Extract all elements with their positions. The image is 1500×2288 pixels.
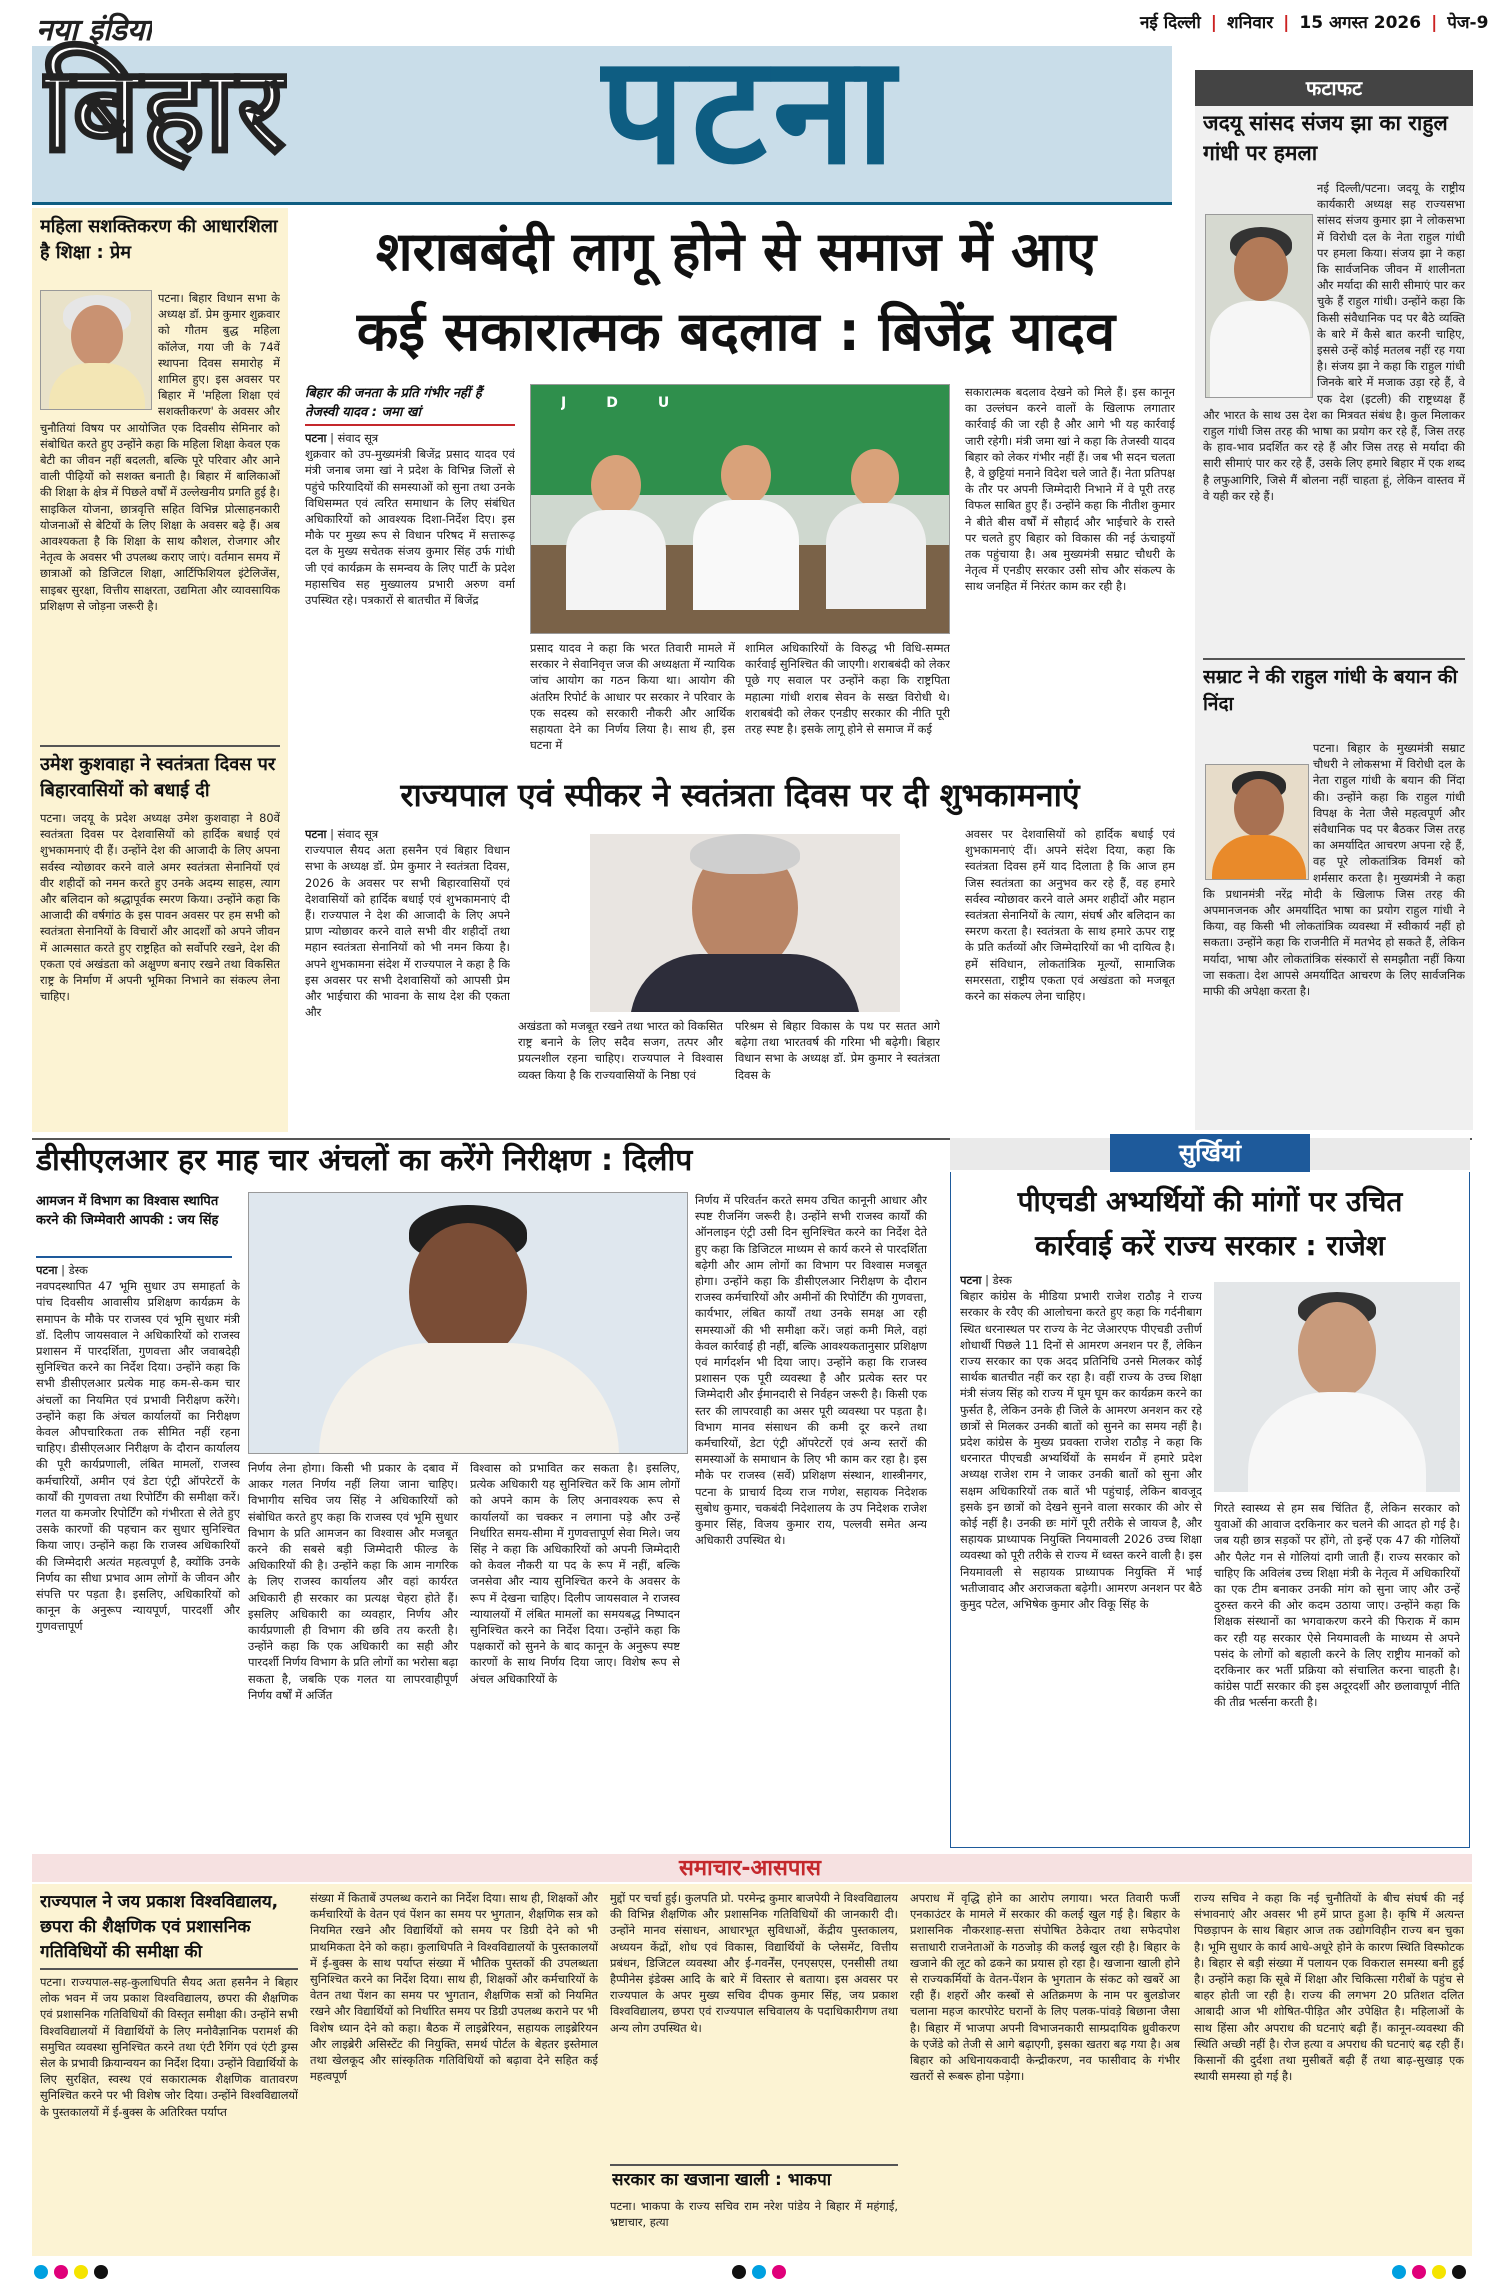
surkhiyan-col1: पटना | डेस्क बिहार कांग्रेस के मीडिया प्रभारी राजेश राठौड़ ने राज्य सरकार के रवैए की आलोचना करते हुए कहा कि गर्दनीबाग स्थित धरनास्थल पर राज्य के नेट जेआरएफ पीएचडी उत्तीर्ण शोधार्थी पिछले 11 दिनों से आमरण अनशन पर हैं, लेकिन राज्य सरकार का एक अदद प्रतिनिधि उनसे मिलकर कोई सार्थक बातचीत नहीं कर रहा है। वहीं राज्य के उच्च शिक्षा मंत्री संजय सिंह को राज्य में घूम घूम कर कार्यक्रम करने का फुर्सत है, लेकिन उनके ही जिले के आमरण अनशन कर रहे छात्रों से मिलकर उनकी बातों को सुनने का समय नहीं है। प्रदेश कांग्रेस के मुख्य प्रवक्ता राजेश राठौड़ ने कहा कि धरनारत पीएचडी अभ्यर्थियों के समर्थन में हमारे प्रदेश अध्यक्ष राजेश राम ने जाकर उनकी बातों को सुना और सक्षम अधिकारियों तक बातें भी पहुंचाई, लेकिन बावजूद इसके इन छात्रों को देखने सुनने वाला सरकार की ओर से कोई नहीं है। उनकी छः मांगें पूरी तरीके से जायज है, और सहायक प्राध्यापक नियुक्ति नियमावली 2026 उच्च शिक्षा व्यवस्था को पूरी तरीके से राज्य में ध्वस्त करने वाली है। इस नियमावली से सहायक प्राध्यापक नियुक्ति में भाई भतीजावाद और अराजकता बढ़ेगी। आमरण अनशन पर बैठे कुमुद पटेल, अभिषेक कुमार और विकू सिंह के: [960, 1273, 1202, 1612]
dateline: नई दिल्ली | शनिवार | 15 अगस्त 2026 | पेज-9: [1140, 13, 1489, 33]
issue-date: 15 अगस्त 2026: [1299, 13, 1422, 33]
backdrop-text: JDU: [561, 395, 710, 411]
person3-kurta: [826, 503, 926, 609]
photo-wrap-space: [1203, 180, 1317, 402]
lead-col1-text: शुक्रवार को उप-मुख्यमंत्री बिजेंद्र प्रसाद यादव एवं मंत्री जनाब जमा खां ने प्रदेश के विभिन्न जिलों से पहुंचे फरियादियों की समस्याओं को सुना तथा उनके विधिसम्मत एवं त्वरित समाधान के लिए संबंधित अधिकारियों को आवश्यक दिशा-निर्देश दिए। इस मौके पर मुख्य रूप से विधान परिषद में सत्तारूढ़ दल के मुख्य सचेतक संजय कुमार सिंह उर्फ गांधी जी एवं कार्यक्रम के समन्वय के लिए पार्टी के प्रदेश महासचिव सह मुख्यालय प्रभारी अरुण वर्मा उपस्थित रहे। पत्रकारों से बातचीत में बिजेंद्र: [305, 447, 515, 608]
lead-photo: [530, 384, 950, 634]
lead-headline-line1: शराबबंदी लागू होने से समाज में आए: [375, 220, 1097, 283]
dclr-col4: निर्णय में परिवर्तन करते समय उचित कानूनी आधार और स्पष्ट रीजनिंग जरूरी है। उन्होंने सभी राजस्व कार्यों की ऑनलाइन एंट्री उसी दिन सुनिश्चित करने का निर्देश देते हुए कहा कि डिजिटल माध्यम से कार्य करने से पारदर्शिता बढ़ेगी और आम लोगों का विभाग पर विश्वास मजबूत होगा। उन्होंने कहा कि डीसीएलआर निरीक्षण के दौरान राजस्व कर्मचारियों और अमीनों की रिपोर्टिंग की गुणवत्ता, कार्यभार, लंबित कार्यों तथा उनके समक्ष आ रही समस्याओं की भी समीक्षा करें। जहां कमी मिले, वहां केवल कार्रवाई ही नहीं, बल्कि आवश्यकतानुसार प्रशिक्षण एवं मार्गदर्शन भी दिया जाए। उन्होंने कहा कि राजस्व प्रशासन एक पूरी व्यवस्था है और प्रत्येक स्तर पर जिम्मेदारी और ईमानदारी से निर्वहन जरूरी है। किसी एक स्तर की लापरवाही का असर पूरी व्यवस्था पर पड़ता है। विभाग मानव संसाधन की कमी दूर करने तथा कर्मचारियों, डेटा एंट्री ऑपरेटरों एवं अन्य स्तरों की समस्याओं के समाधान के लिए भी काम कर रहा है। इस मौके पर राजस्व (सर्वे) प्रशिक्षण संस्थान, शास्त्रीनगर, पटना के प्राचार्य दिव्य राज गणेश, सहायक निदेशक सुबोध कुमार, चकबंदी निदेशालय के उप निदेशक राजेश कुमार सिंह, विजय कुमार राय, पल्लवी समेत अन्य अधिकारी उपस्थित थे।: [695, 1193, 927, 1548]
dclr-col2: निर्णय लेना होगा। किसी भी प्रकार के दबाव में आकर गलत निर्णय नहीं लिया जाना चाहिए। विभागीय सचिव जय सिंह ने अधिकारियों को संबोधित करते हुए कहा कि राजस्व एवं भूमि सुधार विभाग के प्रति आमजन का विश्वास और मजबूत करने की सबसे बड़ी जिम्मेदारी फील्ड के अधिकारियों की है। उन्होंने कहा कि आम नागरिक के लिए राजस्व कार्यालय और वहां कार्यरत अधिकारी ही सरकार का प्रत्यक्ष चेहरा होते हैं। इसलिए अधिकारी का व्यवहार, निर्णय और कार्यप्रणाली ही विभाग की छवि तय करती है। उन्होंने कहा कि एक अधिकारी का सही और पारदर्शी निर्णय विभाग के प्रति लोगों का भरोसा बढ़ा सकता है, जबकि एक गलत या लापरवाहीपूर्ण निर्णय वर्षों में अर्जित: [248, 1461, 458, 1702]
fatafat-story2-text: पटना। बिहार के मुख्यमंत्री सम्राट चौधरी ने लोकसभा में विरोधी दल के नेता राहुल गांधी के बयान की निंदा की। उन्होंने कहा कि राहुल गांधी विपक्ष के नेता जैसे महत्वपूर्ण और संवैधानिक पद पर बैठकर जिस तरह का अमर्यादित आचरण अपना रहे हैं, वह पूरे लोकतांत्रिक विमर्श को शर्मसार करता है। मुख्यमंत्री ने कहा कि प्रधानमंत्री नरेंद्र मोदी के खिलाफ जिस तरह की अपमानजनक और अमर्यादित भाषा का प्रयोग राहुल गांधी ने किया, वह किसी भी लोकतांत्रिक व्यवस्था में स्वीकार्य नहीं हो सकता। उन्होंने कहा कि राजनीति में मतभेद हो सकते हैं, लेकिन मर्यादा, भाषा और लोकतांत्रिक संस्कारों से समझौता नहीं किया जा सकता। देश आपसे अमर्यादित आचरण के लिए सार्वजनिक माफी की अपेक्षा करता है।: [1203, 741, 1465, 999]
dclr-subhead-underline: [36, 1256, 232, 1258]
dilip-photo: [248, 1192, 688, 1454]
photo-wrap-space: [40, 290, 158, 414]
surkhiyan-col2: गिरते स्वास्थ्य से हम सब चिंतित हैं, लेकिन सरकार को युवाओं की आवाज दरकिनार कर चलने की आदत हो गई है। जब यही छात्र सड़कों पर होंगे, तो इन्हें एक 47 की गोलियों और पैलेट गन से गोलियां दागी जाती हैं। राज्य सरकार को चाहिए कि अविलंब उच्च शिक्षा मंत्री के नेतृत्व में अधिकारियों का एक टीम बनाकर उनकी मांग को सुना जाए और उन्हें दुरुस्त करने की ओर कदम उठाया जाए। उन्होंने कहा कि शिक्षक संस्थानों का भगवाकरण करने की फिराक में काम कर रही यह सरकार ऐसे नियमावली के माध्यम से अपने पसंद के लोगों को बहाली करने के लिए राष्ट्रीय मानकों को दरकिनार कर भर्ती प्रक्रिया को संचालित करना चाहती है। कांग्रेस पार्टी सरकार की इस अदूरदर्शी और छलावापूर्ण नीति की तीव्र भर्त्सना करती है।: [1214, 1501, 1460, 1710]
black-dot: [1452, 2265, 1466, 2279]
aaspas-story2-divider: [610, 2164, 898, 2166]
person3-face: [851, 449, 899, 507]
governor-col3: परिश्रम से बिहार विकास के पथ पर सतत आगे बढ़ेगा तथा भारतवर्ष की गरिमा भी बढ़ेगी। बिहार विधान सभा के अध्यक्ष डॉ. प्रेम कुमार ने स्वतंत्रता दिवस के: [735, 1019, 940, 1082]
governor-headline: राज्यपाल एवं स्पीकर ने स्वतंत्रता दिवस पर दी शुभकामनाएं: [400, 776, 1080, 814]
dclr-col3: विश्वास को प्रभावित कर सकता है। इसलिए, प्रत्येक अधिकारी यह सुनिश्चित करें कि आम लोगों को अपने काम के लिए अनावश्यक रूप से कार्यालयों का चक्कर न लगाना पड़े और उन्हें निर्धारित समय-सीमा में गुणवत्तापूर्ण सेवा मिले। जय सिंह ने कहा कि अधिकारियों को अपनी जिम्मेदारी को केवल नौकरी या पद के रूप में नहीं, बल्कि जनसेवा और न्याय सुनिश्चित करने के अवसर के रूप में देखना चाहिए। दिलीप जायसवाल ने राजस्व न्यायालयों में लंबित मामलों का समयबद्ध निष्पादन सुनिश्चित करने का निर्देश दिया। उन्होंने कहा कि पक्षकारों को सुनने के बाद कानून के अनुरूप स्पष्ट कारणों के साथ निर्णय दिया जाए। विशेष रूप से अंचल अधिकारियों के: [470, 1461, 680, 1686]
governor-col1: पटना | संवाद सूत्र राज्यपाल सैयद अता हसनैन एवं बिहार विधान सभा के अध्यक्ष डॉ. प्रेम कुमार ने स्वतंत्रता दिवस, 2026 के अवसर पर सभी बिहारवासियों एवं देशवासियों को हार्दिक बधाई एवं शुभकामनाएं दी हैं। राज्यपाल ने देश की आजादी के लिए अपने प्राण न्योछावर करने वाले सभी वीर शहीदों तथा महान स्वतंत्रता सेनानियों को भी नमन किया है। अपने शुभकामना संदेश में राज्यपाल ने कहा है कि इस अवसर पर सभी देशवासियों को आपसी प्रेम और भाईचारा की भावना के साथ देश की एकता और: [305, 827, 510, 1020]
governor-col4: अवसर पर देशवासियों को हार्दिक बधाई एवं शुभकामनाएं दीं। अपने संदेश दिया, कहा कि स्वतंत्रता दिवस हमें याद दिलाता है कि आज हम जिस स्वतंत्रता का अनुभव कर रहे हैं, वह हमारे सर्वस्व न्योछावर करने वाले अमर शहीदों और महान स्वतंत्रता सेनानियों के त्याग, संघर्ष और बलिदान का स्मरण करता है। स्वतंत्रता के साथ हमारे ऊपर राष्ट्र के प्रति कर्तव्यों और जिम्मेदारियों का भी दायित्व है। हमें संविधान, लोकतांत्रिक मूल्यों, सामाजिक समरसता, राष्ट्रीय एकता एवं अखंडता को मजबूत करने का संकल्प लेना चाहिए।: [965, 827, 1175, 1004]
lead-headline: [296, 212, 1176, 372]
aaspas-story2-col2: अपराध में वृद्धि होने का आरोप लगाया। भरत तिवारी फर्जी एनकाउंटर के मामले में सरकार की कलई खुल गई है। बिहार के प्रशासनिक नौकरशाह-सत्ता संपोषित ठेकेदार तथा सफेदपोश सत्ताधारी राजनेताओं के गठजोड़ की कलई खुल रही है। बिहार के खजाने की लूट को ढकने का प्रयास हो रहा है। खजाना खाली होने से राज्यकर्मियों के वेतन-पेंशन के भुगतान के संकट को खबरें आ रही हैं। शहरों और कस्बों से अतिक्रमण के नाम पर बुलडोजर चलाना महज कारपोरेट घरानों के लिए पलक-पांवड़े बिछाना जैसा है। बिहार में भाजपा अपनी विभाजनकारी साम्प्रदायिक ध्रुवीकरण के एजेंडे को तेजी से आगे बढ़ाएगी, इसका खतरा बढ़ गया है। अब बिहार को अधिनायकवादी केन्द्रीकरण, नव फासीवाद के गंभीर खतरों से रूबरू होना पड़ेगा।: [910, 1891, 1180, 2084]
lead-col3: शामिल अधिकारियों के विरुद्ध भी विधि-सम्मत कार्रवाई सुनिश्चित की जाएगी। शराबबंदी को लेकर पूछे गए सवाल पर उन्होंने कहा कि राष्ट्रपिता महात्मा गांधी शराब सेवन के सख्त विरोधी थे। शराबबंदी को लेकर एनडीए सरकार की नीति पूरी तरह स्पष्ट है। इसके लागू होने से समाज में कई: [745, 641, 950, 737]
surkhiyan-headline-line2: कार्रवाई करें राज्य सरकार : राजेश: [1035, 1229, 1385, 1262]
date-city: नई दिल्ली: [1140, 13, 1201, 33]
aaspas-label: समाचार-आसपास: [679, 1856, 821, 1881]
yellow-dot: [1432, 2265, 1446, 2279]
lead-byline-source: संवाद सूत्र: [337, 431, 379, 445]
left-top-body: [40, 290, 280, 742]
governor-byline-source: संवाद सूत्र: [337, 827, 379, 841]
governor-suit: [630, 954, 860, 1012]
left-top-headline: महिला सशक्तिकरण की आधारशिला है शिक्षा : प्रेम: [40, 216, 278, 263]
lead-subheadline: बिहार की जनता के प्रति गंभीर नहीं हैं तेजस्वी यादव : जमा खां: [305, 386, 482, 420]
governor-col1-text: राज्यपाल सैयद अता हसनैन एवं बिहार विधान सभा के अध्यक्ष डॉ. प्रेम कुमार ने स्वतंत्रता दिवस, 2026 के अवसर पर सभी बिहारवासियों एवं देशवासियों को हार्दिक बधाई एवं शुभकामनाएं दी हैं। राज्यपाल ने देश की आजादी के लिए अपने प्राण न्योछावर करने वाले सभी वीर शहीदों तथा महान स्वतंत्रता सेनानियों को भी नमन किया है। अपने शुभकामना संदेश में राज्यपाल ने कहा है कि इस अवसर पर सभी देशवासियों को आपसी प्रेम और भाईचारा की भावना के साथ देश की एकता और: [305, 843, 510, 1020]
governor-hair: [690, 834, 800, 874]
black-dot: [732, 2265, 746, 2279]
black-dot: [94, 2265, 108, 2279]
page-number: पेज-9: [1447, 13, 1489, 33]
lead-byline-city: पटना: [305, 431, 327, 445]
fatafat-divider: [1203, 658, 1465, 660]
fatafat-body: [1203, 180, 1465, 680]
rajesh-photo: [1214, 1282, 1460, 1492]
surkhiyan-byline-city: पटना: [960, 1273, 982, 1287]
left-mid-headline: उमेश कुशवाहा ने स्वतंत्रता दिवस पर बिहारवासियों को बधाई दी: [40, 754, 276, 801]
fatafat-story2-body: [1203, 740, 1465, 1124]
cyan-dot: [752, 2265, 766, 2279]
brand-name: नया इंडिया: [36, 13, 152, 48]
aaspas-story2-col3: राज्य सचिव ने कहा कि नई चुनौतियों के बीच संघर्ष की नई संभावनाएं और अवसर भी हमें प्राप्त हुआ है। कृषि में अत्यन्त पिछड़ापन के साथ बिहार आज तक उद्योगविहीन राज्य बन चुका है। भूमि सुधार के कार्य आधे-अधूरे होने के कारण स्थिति विस्फोटक है। बिहार से बड़ी संख्या में पलायन एक विकराल समस्या बनी हुई है। उन्होंने कहा कि सूबे में शिक्षा और चिकित्सा गरीबों के पहुंच से बाहर होती जा रही है। राज्य की लगभग 20 प्रतिशत दलित आबादी आज भी शोषित-पीड़ित और उपेक्षित है। महिलाओं के साथ हिंसा और अपराध की घटनाएं बढ़ी हैं। कानून-व्यवस्था की स्थिति अच्छी नहीं है। रोज हत्या व अपराध की घटनाएं बढ़ रही हैं। किसानों की दुर्दशा तथा मुसीबतें बढ़ी हैं तथा बाढ़-सुखाड़ एक स्थायी समस्या हो गई है।: [1194, 1891, 1464, 2084]
dclr-col1-text: नवपदस्थापित 47 भूमि सुधार उप समाहर्ता के पांच दिवसीय आवासीय प्रशिक्षण कार्यक्रम के समापन के मौके पर राजस्व एवं भूमि सुधार मंत्री डॉ. दिलीप जायसवाल ने अधिकारियों को राजस्व प्रशासन में पारदर्शिता, गुणवत्ता और जवाबदेही सुनिश्चित करने का निर्देश दिया। उन्होंने कहा कि सभी डीसीएलआर प्रत्येक माह कम-से-कम चार अंचलों का नियमित एवं प्रभावी निरीक्षण करेंगे। उन्होंने कहा कि अंचल कार्यालयों का निरीक्षण केवल औपचारिकता तक सीमित नहीं रहना चाहिए। डीसीएलआर निरीक्षण के दौरान कार्यालय की पूरी कार्यप्रणाली, लंबित मामलों, राजस्व कर्मचारियों, अमीन एवं डेटा एंट्री ऑपरेटरों के कार्यों की गुणवत्ता तथा रिपोर्टिंग की समीक्षा करें। गलत या कमजोर रिपोर्टिंग को गंभीरता से लेते हुए उसके कारणों की पहचान कर सुधार सुनिश्चित किया जाए। उन्होंने कहा कि राजस्व अधिकारियों की जिम्मेदारी अत्यंत महत्वपूर्ण है, क्योंकि उनके निर्णय का सीधा प्रभाव आम लोगों के जीवन और संपत्ति पर पड़ता है। इसलिए, अधिकारियों को कानून के अनुरूप न्यायपूर्ण, पारदर्शी और गुणवत्तापूर्ण: [36, 1279, 240, 1634]
surkhiyan-label: सुर्खियां: [1110, 1134, 1310, 1172]
aaspas-story2-col1: पटना। भाकपा के राज्य सचिव राम नरेश पांडेय ने बिहार में महंगाई, भ्रष्टाचार, हत्या: [610, 2199, 898, 2230]
aaspas-story1-col3: मुद्दों पर चर्चा हुई। कुलपति प्रो. परमेन्द्र कुमार बाजपेयी ने विश्वविद्यालय की विभिन्न शैक्षणिक और प्रशासनिक गतिविधियों की जानकारी दी। उन्होंने मानव संसाधन, आधारभूत सुविधाओं, केंद्रीय पुस्तकालय, अध्ययन केंद्रों, शोध एवं विकास, विद्यार्थियों के प्लेसमेंट, वित्तीय प्रबंधन, डिजिटल व्यवस्था और ई-गवर्नेंस, एनएसएस, एनसीसी तथा हैप्पीनेस इंडेक्स आदि के बारे में विस्तार से बताया। इस अवसर पर राज्यपाल के अपर मुख्य सचिव दीपक कुमार सिंह, जय प्रकाश विश्वविद्यालय, छपरा एवं राज्यपाल सचिवालय के पदाधिकारीगण तथा अन्य लोग उपस्थित थे।: [610, 1891, 898, 2035]
lead-headline-line2: कई सकारात्मक बदलाव : बिजेंद्र यादव: [356, 300, 1116, 363]
aaspas-story1-headline: राज्यपाल ने जय प्रकाश विश्वविद्यालय, छपरा की शैक्षणिक एवं प्रशासनिक गतिविधियों की समीक्षा की: [40, 1892, 279, 1962]
city-title: पटना: [600, 26, 901, 196]
surkhiyan-headline: [956, 1180, 1464, 1268]
aaspas-story2-headline: सरकार का खजाना खाली : भाकपा: [612, 2170, 832, 2190]
aaspas-story1-underline: [40, 1968, 298, 1970]
aaspas-story1-col1: पटना। राज्यपाल-सह-कुलाधिपति सैयद अता हसनैन ने बिहार लोक भवन में जय प्रकाश विश्वविद्यालय, छपरा की शैक्षणिक एवं प्रशासनिक गतिविधियों की विस्तृत समीक्षा की। उन्होंने सभी विश्वविद्यालयों में विद्यार्थियों के लिए मनोवैज्ञानिक परामर्श की समुचित व्यवस्था सुनिश्चित करने तथा एंटी रैगिंग एवं एंटी ड्रग्स सेल के प्रभावी क्रियान्वयन का निर्देश दिया। उन्होंने विद्यार्थियों के लिए सुरक्षित, स्वस्थ एवं सकारात्मक शैक्षणिक वातावरण सुनिश्चित करने पर भी विशेष जोर दिया। उन्होंने विश्वविद्यालयों के पुस्तकालयों में ई-बुक्स के अतिरिक्त पर्याप्त: [40, 1975, 298, 2119]
dclr-subheadline: आमजन में विभाग का विश्वास स्थापित करने की जिम्मेवारी आपकी : जय सिंह: [36, 1194, 219, 1228]
subhead-underline: [305, 424, 515, 426]
governor-col2: अखंडता को मजबूत रखने तथा भारत को विकसित राष्ट्र बनाने के लिए सदैव सजग, तत्पर और प्रयत्नशील रहना चाहिए। राज्यपाल ने विश्वास व्यक्त किया है कि राज्यवासियों के निष्ठा एवं: [518, 1019, 723, 1082]
surkhiyan-headline-line1: पीएचडी अभ्यर्थियों की मांगों पर उचित: [1017, 1185, 1403, 1218]
photo-wrap-space: [1203, 740, 1313, 884]
dclr-col1: पटना | डेस्क नवपदस्थापित 47 भूमि सुधार उप समाहर्ता के पांच दिवसीय आवासीय प्रशिक्षण कार्यक्रम के समापन के मौके पर राजस्व एवं भूमि सुधार मंत्री डॉ. दिलीप जायसवाल ने अधिकारियों को राजस्व प्रशासन में पारदर्शिता, गुणवत्ता और जवाबदेही सुनिश्चित करने का निर्देश दिया। उन्होंने कहा कि सभी डीसीएलआर प्रत्येक माह कम-से-कम चार अंचलों का नियमित एवं प्रभावी निरीक्षण करेंगे। उन्होंने कहा कि अंचल कार्यालयों का निरीक्षण केवल औपचारिकता तक सीमित नहीं रहना चाहिए। डीसीएलआर निरीक्षण के दौरान कार्यालय की पूरी कार्यप्रणाली, लंबित मामलों, राजस्व कर्मचारियों, अमीन एवं डेटा एंट्री ऑपरेटरों के कार्यों की गुणवत्ता तथा रिपोर्टिंग की समीक्षा करें। गलत या कमजोर रिपोर्टिंग को गंभीरता से लेते हुए उसके कारणों की पहचान कर सुधार सुनिश्चित किया जाए। उन्होंने कहा कि राजस्व अधिकारियों की जिम्मेदारी अत्यंत महत्वपूर्ण है, क्योंकि उनके निर्णय का सीधा प्रभाव आम लोगों के जीवन और संपत्ति पर पड़ता है। इसलिए, अधिकारियों को कानून के अनुरूप न्यायपूर्ण, पारदर्शी और गुणवत्तापूर्ण: [36, 1263, 240, 1634]
lead-col2: प्रसाद यादव ने कहा कि भरत तिवारी मामले में सरकार ने सेवानिवृत्त जज की अध्यक्षता में न्यायिक जांच आयोग का गठन किया था। आयोग की अंतरिम रिपोर्ट के आधार पर सरकार ने परिवार के एक सदस्य को सरकारी नौकरी और आर्थिक सहायता देने का निर्णय लिया है। साथ ही, इस घटना में: [530, 641, 735, 753]
left-divider: [40, 745, 280, 747]
person2-face: [721, 445, 771, 505]
photo-face: [1298, 1302, 1376, 1398]
magenta-dot: [1412, 2265, 1426, 2279]
fatafat-body-text: नई दिल्ली/पटना। जदयू के राष्ट्रीय कार्यकारी अध्यक्ष सह राज्यसभा सांसद संजय कुमार झा ने लोकसभा में विरोधी दल के नेता राहुल गांधी पर हमला किया। संजय झा ने कहा कि सार्वजनिक जीवन में शालीनता और मर्यादा की सारी सीमाएं पार कर चुके हैं राहुल गांधी। उन्होंने कहा कि किसी संवैधानिक पद पर बैठे व्यक्ति के बारे में कैसे बात करनी चाहिए, इससे उन्हें कोई मतलब नहीं रह गया है। संजय झा ने कहा कि राहुल गांधी जिनके बारे में मजाक उड़ा रहे हैं, वे एक देश (इटली) की राष्ट्रध्यक्ष हैं और भारत के साथ उस देश का मित्रवत संबंध है। कुल मिलाकर राहुल गांधी जिस तरह की भाषा का प्रयोग कर रहे हैं, जिस तरह के हाव-भाव प्रदर्शित कर रहे हैं और जिस तरह से मर्यादा की सारी सीमाएं पार कर रहे हैं, उसके लिए हमारे बिहार में एक शब्द है लफुआगिरि, जिसे मैं बोलना नहीं चाहता हूं, लेकिन वास्तव में वे यही कर रहे हैं।: [1203, 181, 1465, 503]
cyan-dot: [1392, 2265, 1406, 2279]
left-mid-body: पटना। जदयू के प्रदेश अध्यक्ष उमेश कुशवाहा ने 80वें स्वतंत्रता दिवस पर देशवासियों को हार्दिक बधाई एवं शुभकामनाएं दी हैं। उन्होंने देश की आजादी के लिए अपना सर्वस्व न्योछावर करने वाले अमर स्वतंत्रता सेनानियों एवं वीर शहीदों को नमन करते हुए उनके अदम्य साहस, त्याग और बलिदान को श्रद्धापूर्वक स्मरण किया। उन्होंने कहा कि आजादी की वर्षगांठ के इस पावन अवसर पर हम सभी को स्वतंत्रता सेनानियों के विचारों और आदर्शों को अपने जीवन में आत्मसात करते हुए राष्ट्रहित को सर्वोपरि रखने, देश की एकता एवं अखंडता को अक्षुण्ण बनाए रखने तथा विकसित राष्ट्र के निर्माण में अपनी भूमिका निभाने का संकल्प लेना चाहिए।: [40, 811, 280, 1004]
fatafat-headline: जदयू सांसद संजय झा का राहुल गांधी पर हमला: [1203, 111, 1448, 165]
photo-shirt: [1248, 1392, 1426, 1492]
cyan-dot: [34, 2265, 48, 2279]
person2-kurta: [693, 500, 799, 610]
dclr-byline-source: डेस्क: [68, 1263, 88, 1277]
weekday: शनिवार: [1226, 13, 1274, 33]
masthead-divider: [32, 202, 1172, 205]
edition-region: बिहार: [42, 40, 288, 178]
person1-face: [591, 455, 641, 515]
aaspas-story1-col2: संख्या में किताबें उपलब्ध कराने का निर्देश दिया। साथ ही, शिक्षकों और कर्मचारियों के वेतन एवं पेंशन का समय पर भुगतान, शैक्षणिक सत्र को नियमित रखने और विद्यार्थियों को समय पर डिग्री देने को भी प्राथमिकता देने को कहा। कुलाधिपति ने विश्वविद्यालयों के पुस्तकालयों में ई-बुक्स के साथ पर्याप्त संख्या में भौतिक पुस्तकों की उपलब्धता सुनिश्चित करने का निर्देश दिया। साथ ही, शिक्षकों और कर्मचारियों के वेतन तथा पेंशन का समय पर भुगतान, शैक्षणिक सत्रों को नियमित रखने और विद्यार्थियों को निर्धारित समय पर डिग्री उपलब्ध कराने पर भी विशेष ध्यान देने को कहा। बैठक में लाइब्रेरियन, सहायक लाइब्रेरियन और लाइब्रेरी असिस्टेंट की नियुक्ति, समर्थ पोर्टल के बेहतर इस्तेमाल तथा खेलकूद और सांस्कृतिक गतिविधियों को बढ़ावा देने सहित कई महत्वपूर्ण: [310, 1891, 598, 2084]
photo-kurta: [319, 1343, 619, 1454]
registration-marks: [32, 2262, 1472, 2282]
left-top-text: पटना। बिहार विधान सभा के अध्यक्ष डॉ. प्रेम कुमार शुक्रवार को गौतम बुद्ध महिला कॉलेज, गया जी के 74वें स्थापना दिवस समारोह में शामिल हुए। इस अवसर पर बिहार में 'महिला शिक्षा एवं सशक्तीकरण' के अवसर और चुनौतियां विषय पर आयोजित एक दिवसीय सेमिनार को संबोधित करते हुए उन्होंने कहा कि महिला शिक्षा केवल एक बेटी का जीवन नहीं बदलती, बल्कि पूरे परिवार और आने वाली पीढ़ियों को सशक्त बनाती है। बिहार में बालिकाओं की शिक्षा के क्षेत्र में पिछले वर्षों में उल्लेखनीय प्रगति हुई है। साइकिल योजना, छात्रवृत्ति सहित विभिन्न प्रोत्साहनकारी योजनाओं से बेटियों के लिए शिक्षा के अवसर बढ़े हैं। अब आवश्यकता है कि शिक्षा के साथ कौशल, रोजगार और नेतृत्व के अवसर भी उपलब्ध कराए जाएं। वर्तमान समय में छात्राओं को डिजिटल शिक्षा, आर्टिफिशियल इंटेलिजेंस, साइबर सुरक्षा, वित्तीय साक्षरता, उद्यमिता और व्यावसायिक प्रशिक्षण से जोड़ना जरूरी है।: [40, 291, 280, 613]
governor-photo: [590, 834, 900, 1012]
surkhiyan-col1-text: बिहार कांग्रेस के मीडिया प्रभारी राजेश राठौड़ ने राज्य सरकार के रवैए की आलोचना करते हुए कहा कि गर्दनीबाग स्थित धरनास्थल पर राज्य के नेट जेआरएफ पीएचडी उत्तीर्ण शोधार्थी पिछले 11 दिनों से आमरण अनशन पर हैं, लेकिन राज्य सरकार का एक अदद प्रतिनिधि उनसे मिलकर कोई सार्थक बातचीत नहीं कर रहा है। वहीं राज्य के उच्च शिक्षा मंत्री संजय सिंह को राज्य में घूम घूम कर कार्यक्रम करने का फुर्सत है, लेकिन उनके ही जिले के आमरण अनशन कर रहे छात्रों से मिलकर उनकी बातों को सुनने का समय नहीं है। प्रदेश कांग्रेस के मुख्य प्रवक्ता राजेश राठौड़ ने कहा कि धरनारत पीएचडी अभ्यर्थियों के समर्थन में हमारे प्रदेश अध्यक्ष राजेश राम ने जाकर उनकी बातों को सुना और सक्षम अधिकारियों तक बातें भी पहुंचाई, लेकिन बावजूद इसके इन छात्रों को देखने सुनने वाला सरकार की ओर से कोई नहीं है। उनकी छः मांगें पूरी तरीके से जायज है, और सहायक प्राध्यापक नियुक्ति नियमावली 2026 उच्च शिक्षा व्यवस्था को पूरी तरीके से राज्य में ध्वस्त करने वाली है। इस नियमावली से सहायक प्राध्यापक नियुक्ति में भाई भतीजावाद और अराजकता बढ़ेगी। आमरण अनशन पर बैठे कुमुद पटेल, अभिषेक कुमार और विकू सिंह के: [960, 1289, 1202, 1612]
fatafat-story2-headline: सम्राट ने की राहुल गांधी के बयान की निंदा: [1203, 666, 1458, 715]
photo-face: [409, 1223, 527, 1361]
magenta-dot: [772, 2265, 786, 2279]
lead-col1: पटना | संवाद सूत्र शुक्रवार को उप-मुख्यमंत्री बिजेंद्र प्रसाद यादव एवं मंत्री जनाब जमा खां ने प्रदेश के विभिन्न जिलों से पहुंचे फरियादियों की समस्याओं को सुना तथा उनके विधिसम्मत एवं त्वरित समाधान के लिए संबंधित अधिकारियों को आवश्यक दिशा-निर्देश दिए। इस मौके पर मुख्य रूप से विधान परिषद में सत्तारूढ़ दल के मुख्य सचेतक संजय कुमार सिंह उर्फ गांधी जी एवं कार्यक्रम के समन्वय के लिए पार्टी के प्रदेश महासचिव सह मुख्यालय प्रभारी अरुण वर्मा उपस्थित रहे। पत्रकारों से बातचीत में बिजेंद्र: [305, 431, 515, 608]
person1-kurta: [566, 510, 666, 610]
dclr-headline: डीसीएलआर हर माह चार अंचलों का करेंगे निरीक्षण : दिलीप: [36, 1143, 693, 1178]
dclr-byline-city: पटना: [36, 1263, 58, 1277]
yellow-dot: [74, 2265, 88, 2279]
magenta-dot: [54, 2265, 68, 2279]
lead-col4: सकारात्मक बदलाव देखने को मिले हैं। इस कानून का उल्लंघन करने वालों के खिलाफ लगातार कार्रवाई की जा रही है और आगे भी यह कार्रवाई जारी रहेगी। मंत्री जमा खां ने कहा कि तेजस्वी यादव बिहार को लेकर गंभीर नहीं हैं। जब भी सदन चलता है, वे छुट्टियां मनाने विदेश चले जाते हैं। नेता प्रतिपक्ष के तौर पर अपनी जिम्मेदारी निभाने में वे पूरी तरह विफल साबित हुए हैं। उन्होंने कहा कि नीतीश कुमार ने बीते बीस वर्षों में सौहार्द और भाईचारे के रास्ते पर चलते हुए बिहार को विकास की नई ऊंचाइयों तक पहुंचाया है। अब मुख्यमंत्री सम्राट चौधरी के नेतृत्व में एनडीए सरकार उसी सोच और संकल्प के साथ जनहित में निरंतर काम कर रही है।: [965, 385, 1175, 594]
fatafat-label: फटाफट: [1195, 70, 1473, 106]
surkhiyan-byline-source: डेस्क: [992, 1273, 1012, 1287]
governor-byline-city: पटना: [305, 827, 327, 841]
